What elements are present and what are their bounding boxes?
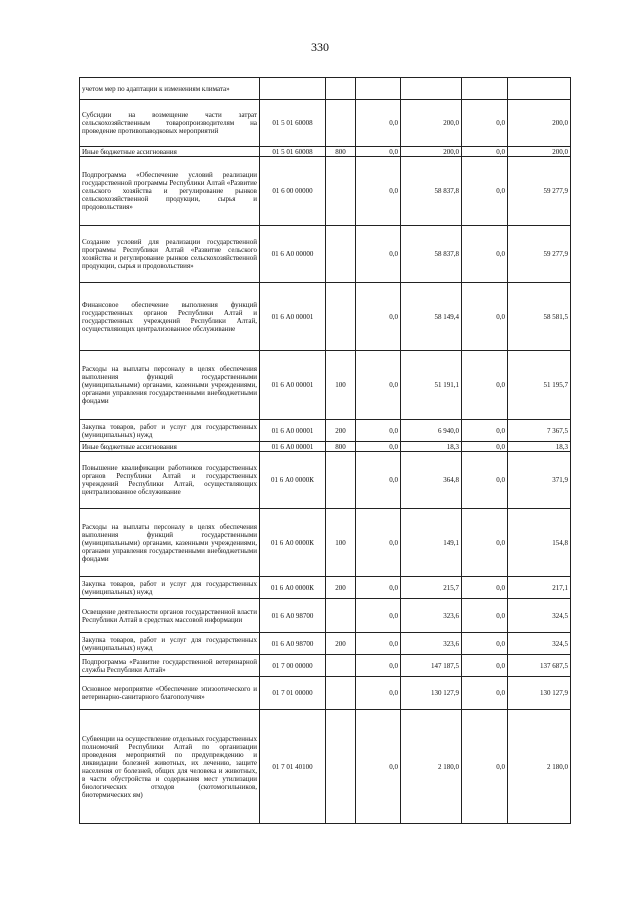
- row-value-3: 0,0: [462, 100, 508, 147]
- row-type: 100: [326, 351, 356, 420]
- row-type: [326, 677, 356, 710]
- row-value-2: 58 149,4: [401, 283, 462, 351]
- row-value-2: 18,3: [401, 442, 462, 452]
- row-type: [326, 100, 356, 147]
- row-type: [326, 283, 356, 351]
- row-name: Создание условий для реализации государственной программы Республики Алтай «Развитие сельского хозяйства и регулирование рынков сельскохозяйственной продукции, сырья и продовольствия»: [80, 226, 260, 283]
- table-row: [80, 452, 571, 509]
- row-value-1: 0,0: [356, 577, 401, 599]
- row-value-4: 200,0: [508, 147, 571, 157]
- row-type: 100: [326, 509, 356, 577]
- row-value-1: 0,0: [356, 677, 401, 710]
- row-code: 01 6 А0 0000К: [260, 577, 326, 599]
- row-value-4: 7 367,5: [508, 420, 571, 442]
- row-value-4: 371,9: [508, 452, 571, 509]
- row-value-3: 0,0: [462, 577, 508, 599]
- row-value-2: 323,6: [401, 633, 462, 655]
- row-code: 01 6 00 00000: [260, 157, 326, 226]
- row-code: 01 6 А0 98700: [260, 599, 326, 633]
- row-value-1: 0,0: [356, 633, 401, 655]
- row-code: 01 6 А0 0000К: [260, 509, 326, 577]
- row-code: 01 6 А0 00001: [260, 420, 326, 442]
- row-type: [326, 452, 356, 509]
- row-name: Расходы на выплаты персоналу в целях обеспечения выполнения функций государственными (муниципальными) органами, казенными учреждениями, органами управления государственными внебюджетными фондами: [80, 351, 260, 420]
- row-value-3: 0,0: [462, 710, 508, 824]
- row-value-1: 0,0: [356, 157, 401, 226]
- row-value-4: 137 687,5: [508, 655, 571, 677]
- row-value-3: 0,0: [462, 509, 508, 577]
- budget-table: [79, 77, 571, 824]
- row-name: учетом мер по адаптации к изменениям климата»: [80, 78, 260, 100]
- row-value-2: 58 837,8: [401, 226, 462, 283]
- table-row: [80, 655, 571, 677]
- table-row: [80, 599, 571, 633]
- table-row: [80, 710, 571, 824]
- row-name: Закупка товаров, работ и услуг для государственных (муниципальных) нужд: [80, 577, 260, 599]
- row-type: 800: [326, 442, 356, 452]
- row-value-4: 130 127,9: [508, 677, 571, 710]
- row-value-3: 0,0: [462, 655, 508, 677]
- row-value-4: 59 277,9: [508, 226, 571, 283]
- row-name: Иные бюджетные ассигнования: [80, 147, 260, 157]
- table-row: [80, 157, 571, 226]
- row-name: Основное мероприятие «Обеспечение эпизоотического и ветеринарно-санитарного благополучия»: [80, 677, 260, 710]
- row-value-3: [462, 78, 508, 100]
- row-name: Субсидии на возмещение части затрат сельскохозяйственным товаропроизводителям на проведение противопаводковых мероприятий: [80, 100, 260, 147]
- row-type: 200: [326, 577, 356, 599]
- row-code: 01 6 А0 00001: [260, 351, 326, 420]
- row-value-3: 0,0: [462, 226, 508, 283]
- row-type: [326, 655, 356, 677]
- row-value-2: 6 940,0: [401, 420, 462, 442]
- row-code: 01 7 00 00000: [260, 655, 326, 677]
- row-type: [326, 710, 356, 824]
- row-value-1: 0,0: [356, 442, 401, 452]
- row-value-1: 0,0: [356, 283, 401, 351]
- row-type: 200: [326, 633, 356, 655]
- row-code: 01 5 01 60008: [260, 147, 326, 157]
- row-value-3: 0,0: [462, 633, 508, 655]
- row-type: [326, 226, 356, 283]
- row-code: 01 7 01 40100: [260, 710, 326, 824]
- row-value-2: 147 187,5: [401, 655, 462, 677]
- row-value-1: 0,0: [356, 452, 401, 509]
- row-value-4: 200,0: [508, 100, 571, 147]
- row-value-1: 0,0: [356, 226, 401, 283]
- row-type: 800: [326, 147, 356, 157]
- table-row: [80, 100, 571, 147]
- table-row: [80, 147, 571, 157]
- row-value-3: 0,0: [462, 442, 508, 452]
- table-row: [80, 442, 571, 452]
- row-name: Финансовое обеспечение выполнения функций государственных органов Республики Алтай и государственных учреждений Республики Алтай, осуществляющих централизованное обслуживание: [80, 283, 260, 351]
- row-value-1: 0,0: [356, 655, 401, 677]
- row-code: 01 6 А0 00000: [260, 226, 326, 283]
- table-row: [80, 420, 571, 442]
- row-code: 01 6 А0 00001: [260, 283, 326, 351]
- row-value-1: [356, 78, 401, 100]
- row-value-3: 0,0: [462, 599, 508, 633]
- row-value-2: 51 191,1: [401, 351, 462, 420]
- row-code: [260, 78, 326, 100]
- row-name: Закупка товаров, работ и услуг для государственных (муниципальных) нужд: [80, 420, 260, 442]
- row-value-2: 200,0: [401, 100, 462, 147]
- row-value-4: 51 195,7: [508, 351, 571, 420]
- row-name: Субвенции на осуществление отдельных государственных полномочий Республики Алтай по организации проведения мероприятий по предупреждению и ликвидации болезней животных, их лечению, защите населения от болезней, общих для человека и животных, в части обустройства и содержания мест утилизации биологических отходов (скотомогильников, биотермических ям): [80, 710, 260, 824]
- row-value-3: 0,0: [462, 677, 508, 710]
- row-value-3: 0,0: [462, 452, 508, 509]
- table-row: [80, 283, 571, 351]
- row-value-3: 0,0: [462, 351, 508, 420]
- row-value-3: 0,0: [462, 283, 508, 351]
- row-value-4: 59 277,9: [508, 157, 571, 226]
- row-value-1: 0,0: [356, 599, 401, 633]
- table-row: [80, 226, 571, 283]
- row-value-3: 0,0: [462, 147, 508, 157]
- row-type: [326, 78, 356, 100]
- row-type: [326, 599, 356, 633]
- row-name: Подпрограмма «Обеспечение условий реализации государственной программы Республики Алтай «Развитие сельского хозяйства и регулирование рынков сельскохозяйственной продукции, сырья и продовольствия»: [80, 157, 260, 226]
- row-type: 200: [326, 420, 356, 442]
- row-value-4: 324,5: [508, 633, 571, 655]
- row-value-1: 0,0: [356, 100, 401, 147]
- row-value-1: 0,0: [356, 147, 401, 157]
- row-code: 01 6 А0 98700: [260, 633, 326, 655]
- row-value-2: 364,8: [401, 452, 462, 509]
- table-row: [80, 633, 571, 655]
- row-value-1: 0,0: [356, 710, 401, 824]
- row-name: Повышение квалификации работников государственных органов Республики Алтай и государственных учреждений Республики Алтай, осуществляющих централизованное обслуживание: [80, 452, 260, 509]
- table-row: [80, 577, 571, 599]
- row-value-1: 0,0: [356, 509, 401, 577]
- row-value-2: 215,7: [401, 577, 462, 599]
- row-value-1: 0,0: [356, 351, 401, 420]
- table-row: [80, 78, 571, 100]
- row-value-1: 0,0: [356, 420, 401, 442]
- row-value-2: [401, 78, 462, 100]
- row-value-2: 130 127,9: [401, 677, 462, 710]
- row-value-2: 2 180,0: [401, 710, 462, 824]
- row-value-4: 324,5: [508, 599, 571, 633]
- row-value-4: 58 581,5: [508, 283, 571, 351]
- row-name: Расходы на выплаты персоналу в целях обеспечения выполнения функций государственными (муниципальными) органами, казенными учреждениями, органами управления государственными внебюджетными фондами: [80, 509, 260, 577]
- row-value-3: 0,0: [462, 420, 508, 442]
- row-value-2: 149,1: [401, 509, 462, 577]
- page-number: 330: [311, 40, 329, 54]
- table-row: [80, 351, 571, 420]
- row-name: Иные бюджетные ассигнования: [80, 442, 260, 452]
- row-code: 01 6 А0 00001: [260, 442, 326, 452]
- row-value-3: 0,0: [462, 157, 508, 226]
- row-value-4: 2 180,0: [508, 710, 571, 824]
- row-value-2: 323,6: [401, 599, 462, 633]
- table-row: [80, 509, 571, 577]
- row-value-4: 154,8: [508, 509, 571, 577]
- row-value-4: [508, 78, 571, 100]
- row-code: 01 7 01 00000: [260, 677, 326, 710]
- row-name: Закупка товаров, работ и услуг для государственных (муниципальных) нужд: [80, 633, 260, 655]
- row-value-4: 18,3: [508, 442, 571, 452]
- row-code: 01 6 А0 0000К: [260, 452, 326, 509]
- table-row: [80, 677, 571, 710]
- row-value-2: 58 837,8: [401, 157, 462, 226]
- row-code: 01 5 01 60008: [260, 100, 326, 147]
- row-value-2: 200,0: [401, 147, 462, 157]
- row-name: Освещение деятельности органов государственной власти Республики Алтай в средствах массовой информации: [80, 599, 260, 633]
- row-value-4: 217,1: [508, 577, 571, 599]
- row-name: Подпрограмма «Развитие государственной ветеринарной службы Республики Алтай»: [80, 655, 260, 677]
- row-type: [326, 157, 356, 226]
